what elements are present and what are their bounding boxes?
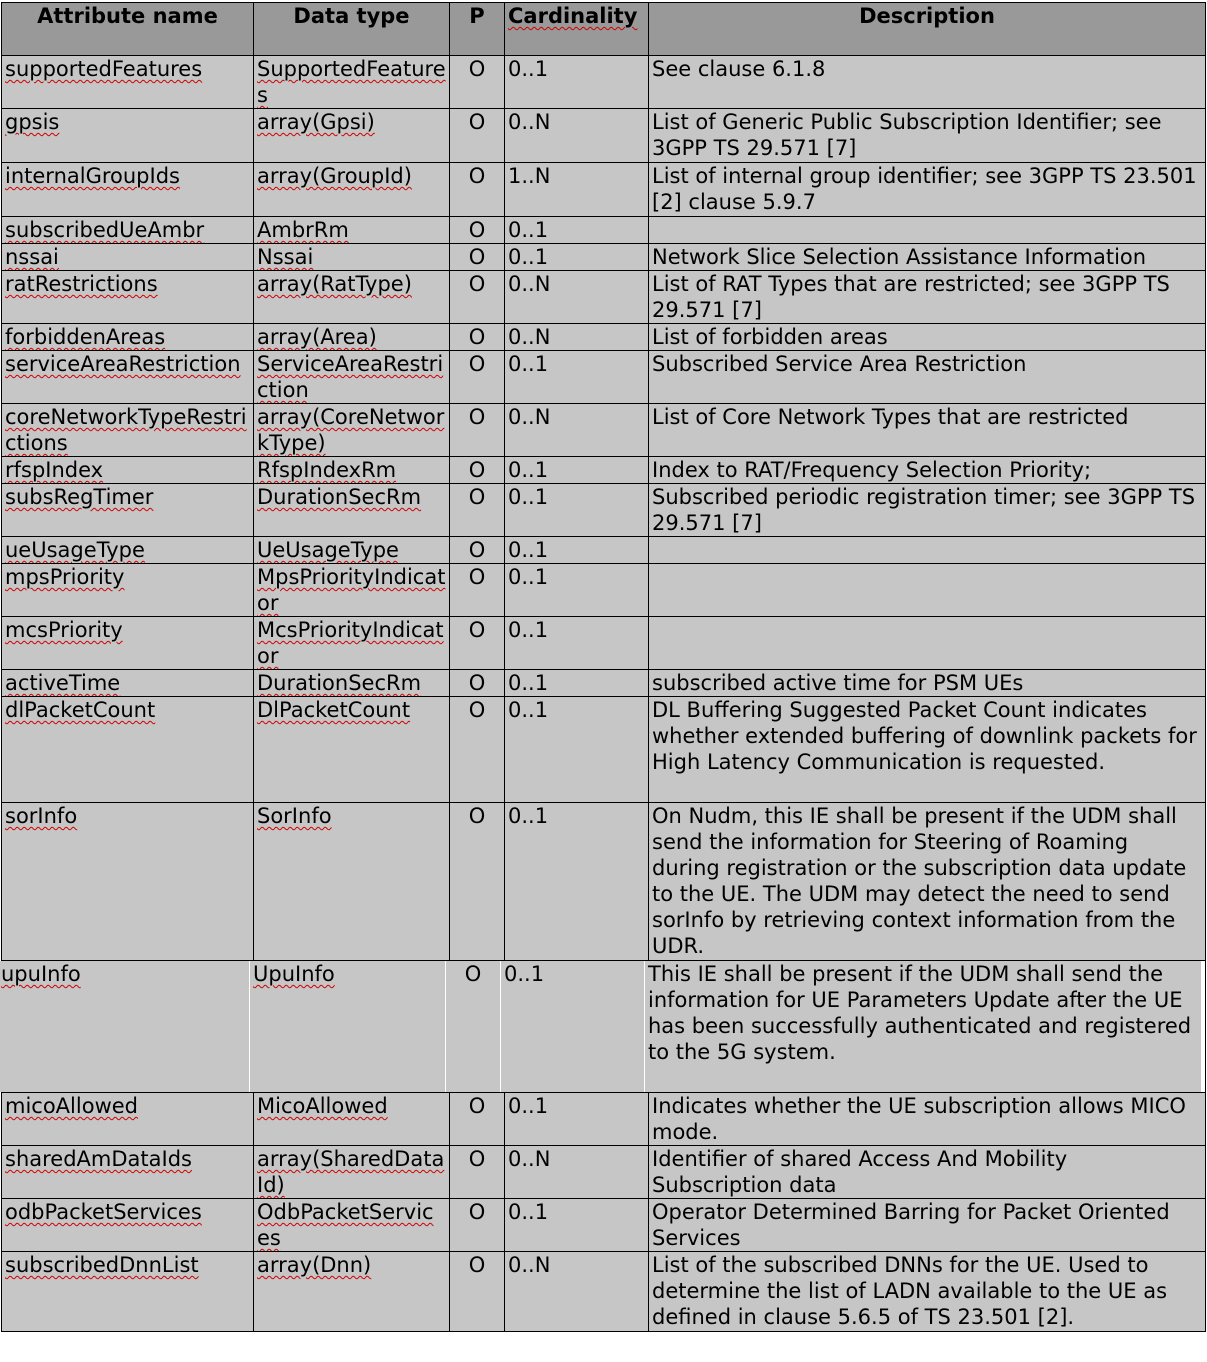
table-row: [2, 697, 1206, 803]
table-row: [2, 324, 1206, 351]
presence-cell: O: [450, 351, 505, 404]
presence-cell: O: [446, 961, 501, 1093]
data-type-cell: RfspIndexRm: [254, 457, 450, 484]
presence-cell: O: [450, 244, 505, 271]
cardinality-cell: 0..1: [505, 351, 649, 404]
description-cell: [649, 217, 1206, 244]
presence-cell: O: [450, 56, 505, 109]
attribute-name-cell: ratRestrictions: [2, 271, 254, 324]
data-type-cell: DurationSecRm: [254, 484, 450, 537]
description-cell: Index to RAT/Frequency Selection Priority;: [649, 457, 1206, 484]
table-row: [2, 484, 1206, 537]
description-cell: Network Slice Selection Assistance Information: [649, 244, 1206, 271]
cardinality-cell: 0..1: [505, 617, 649, 670]
presence-cell: O: [450, 564, 505, 617]
presence-cell: O: [450, 484, 505, 537]
data-type-cell: array(CoreNetworkType): [254, 404, 450, 457]
table-row: [2, 1252, 1206, 1332]
description-cell: List of Core Network Types that are restricted: [649, 404, 1206, 457]
presence-cell: O: [450, 697, 505, 803]
attribute-name-cell: ueUsageType: [2, 537, 254, 564]
description-cell: List of forbidden areas: [649, 324, 1206, 351]
presence-cell: O: [450, 1199, 505, 1252]
cardinality-cell: 0..N: [505, 1146, 649, 1199]
data-type-cell: McsPriorityIndicator: [254, 617, 450, 670]
description-cell: Indicates whether the UE subscription allows MICO mode.: [649, 1093, 1206, 1146]
data-type-cell: array(RatType): [254, 271, 450, 324]
presence-cell: O: [450, 109, 505, 163]
cardinality-cell: 0..1: [505, 564, 649, 617]
header-data-type: Data type: [254, 3, 450, 56]
description-cell: subscribed active time for PSM UEs: [649, 670, 1206, 697]
presence-cell: O: [450, 163, 505, 217]
attribute-name-cell: dlPacketCount: [2, 697, 254, 803]
table-row: [2, 564, 1206, 617]
cardinality-cell: 1..N: [505, 163, 649, 217]
presence-cell: O: [450, 537, 505, 564]
cardinality-cell: 0..N: [505, 109, 649, 163]
header-description: Description: [649, 3, 1206, 56]
attribute-name-cell: mpsPriority: [2, 564, 254, 617]
table-row: [2, 163, 1206, 217]
attribute-name-cell: subscribedUeAmbr: [2, 217, 254, 244]
cardinality-cell: 0..N: [505, 271, 649, 324]
attribute-name-cell: activeTime: [2, 670, 254, 697]
attribute-name-cell: odbPacketServices: [2, 1199, 254, 1252]
data-type-cell: ServiceAreaRestriction: [254, 351, 450, 404]
cardinality-cell: 0..1: [505, 697, 649, 803]
table-row: [2, 109, 1206, 163]
description-cell: [649, 537, 1206, 564]
attribute-name-cell: upuInfo: [0, 961, 250, 1093]
cardinality-cell: 0..1: [505, 217, 649, 244]
cardinality-cell: 0..1: [505, 1093, 649, 1146]
table-body: [2, 56, 1206, 1332]
presence-cell: O: [450, 617, 505, 670]
data-type-cell: UpuInfo: [250, 961, 446, 1093]
presence-cell: O: [450, 1252, 505, 1332]
attribute-name-cell: internalGroupIds: [2, 163, 254, 217]
attribute-name-cell: sorInfo: [2, 803, 254, 961]
data-type-cell: UeUsageType: [254, 537, 450, 564]
description-cell: On Nudm, this IE shall be present if the UDM shall send the information for Steering of Roaming during registration or the subscription data update to the UE. The UDM may detect the need to send sorInfo by retrieving context information from the UDR.: [649, 803, 1206, 961]
data-type-cell: AmbrRm: [254, 217, 450, 244]
attribute-name-cell: sharedAmDataIds: [2, 1146, 254, 1199]
attribute-name-cell: forbiddenAreas: [2, 324, 254, 351]
description-cell: Subscribed Service Area Restriction: [649, 351, 1206, 404]
table-row: [2, 803, 1206, 961]
cardinality-cell: 0..N: [505, 324, 649, 351]
attribute-name-cell: subsRegTimer: [2, 484, 254, 537]
description-cell: [649, 617, 1206, 670]
description-cell: Subscribed periodic registration timer; see 3GPP TS 29.571 [7]: [649, 484, 1206, 537]
table-row: [2, 617, 1206, 670]
data-type-cell: DlPacketCount: [254, 697, 450, 803]
cardinality-cell: 0..1: [505, 670, 649, 697]
cardinality-cell: 0..1: [505, 803, 649, 961]
presence-cell: O: [450, 1146, 505, 1199]
description-cell: Operator Determined Barring for Packet Oriented Services: [649, 1199, 1206, 1252]
table-row: [2, 1199, 1206, 1252]
description-cell: Identifier of shared Access And Mobility Subscription data: [649, 1146, 1206, 1199]
table-row: [2, 1093, 1206, 1146]
attribute-name-cell: gpsis: [2, 109, 254, 163]
attribute-name-cell: nssai: [2, 244, 254, 271]
attribute-name-cell: mcsPriority: [2, 617, 254, 670]
table-row: [2, 670, 1206, 697]
table-row: [2, 537, 1206, 564]
presence-cell: O: [450, 217, 505, 244]
table-row: [2, 404, 1206, 457]
watermark: https://blog.csdn.net/zhonglinzhang: [909, 1329, 1197, 1348]
data-type-cell: SorInfo: [254, 803, 450, 961]
presence-cell: O: [450, 271, 505, 324]
table-row: [2, 1146, 1206, 1199]
data-type-cell: Nssai: [254, 244, 450, 271]
table-row: [2, 56, 1206, 109]
attribute-name-cell: subscribedDnnList: [2, 1252, 254, 1332]
header-presence: P: [450, 3, 505, 56]
attribute-name-cell: supportedFeatures: [2, 56, 254, 109]
header-attribute-name: Attribute name: [2, 3, 254, 56]
description-cell: List of Generic Public Subscription Identifier; see 3GPP TS 29.571 [7]: [649, 109, 1206, 163]
attribute-table: [1, 2, 1206, 1332]
cardinality-cell: 0..N: [505, 1252, 649, 1332]
attribute-name-cell: serviceAreaRestriction: [2, 351, 254, 404]
description-cell: This IE shall be present if the UDM shall send the information for UE Parameters Update after the UE has been successfully authenticated and registered to the 5G system.: [645, 961, 1202, 1093]
data-type-cell: MpsPriorityIndicator: [254, 564, 450, 617]
cardinality-cell: 0..1: [501, 961, 645, 1093]
table-header-row: [2, 3, 1206, 56]
description-cell: [649, 564, 1206, 617]
table-row: [2, 217, 1206, 244]
data-type-cell: array(Dnn): [254, 1252, 450, 1332]
presence-cell: O: [450, 457, 505, 484]
data-type-cell: array(Area): [254, 324, 450, 351]
cardinality-cell: 0..1: [505, 56, 649, 109]
cardinality-cell: 0..1: [505, 244, 649, 271]
attribute-name-cell: coreNetworkTypeRestrictions: [2, 404, 254, 457]
presence-cell: O: [450, 404, 505, 457]
cardinality-cell: 0..N: [505, 404, 649, 457]
table-row: [2, 961, 1206, 1093]
cardinality-cell: 0..1: [505, 484, 649, 537]
cardinality-cell: 0..1: [505, 457, 649, 484]
data-type-cell: SupportedFeatures: [254, 56, 450, 109]
data-type-cell: array(Gpsi): [254, 109, 450, 163]
table-row: [2, 351, 1206, 404]
data-type-cell: array(SharedDataId): [254, 1146, 450, 1199]
attribute-name-cell: rfspIndex: [2, 457, 254, 484]
data-type-cell: OdbPacketServices: [254, 1199, 450, 1252]
table-row: [2, 457, 1206, 484]
description-cell: DL Buffering Suggested Packet Count indicates whether extended buffering of downlink packets for High Latency Communication is requested.: [649, 697, 1206, 803]
description-cell: List of the subscribed DNNs for the UE. Used to determine the list of LADN available to the UE as defined in clause 5.6.5 of TS 23.501 [2].: [649, 1252, 1206, 1332]
data-type-cell: array(GroupId): [254, 163, 450, 217]
cardinality-cell: 0..1: [505, 537, 649, 564]
data-type-cell: DurationSecRm: [254, 670, 450, 697]
presence-cell: O: [450, 670, 505, 697]
data-type-cell: MicoAllowed: [254, 1093, 450, 1146]
presence-cell: O: [450, 803, 505, 961]
description-cell: List of RAT Types that are restricted; see 3GPP TS 29.571 [7]: [649, 271, 1206, 324]
attribute-name-cell: micoAllowed: [2, 1093, 254, 1146]
presence-cell: O: [450, 324, 505, 351]
cardinality-cell: 0..1: [505, 1199, 649, 1252]
header-cardinality: Cardinality: [505, 3, 649, 56]
table-row: [2, 271, 1206, 324]
table-row: [2, 244, 1206, 271]
description-cell: List of internal group identifier; see 3GPP TS 23.501 [2] clause 5.9.7: [649, 163, 1206, 217]
presence-cell: O: [450, 1093, 505, 1146]
description-cell: See clause 6.1.8: [649, 56, 1206, 109]
